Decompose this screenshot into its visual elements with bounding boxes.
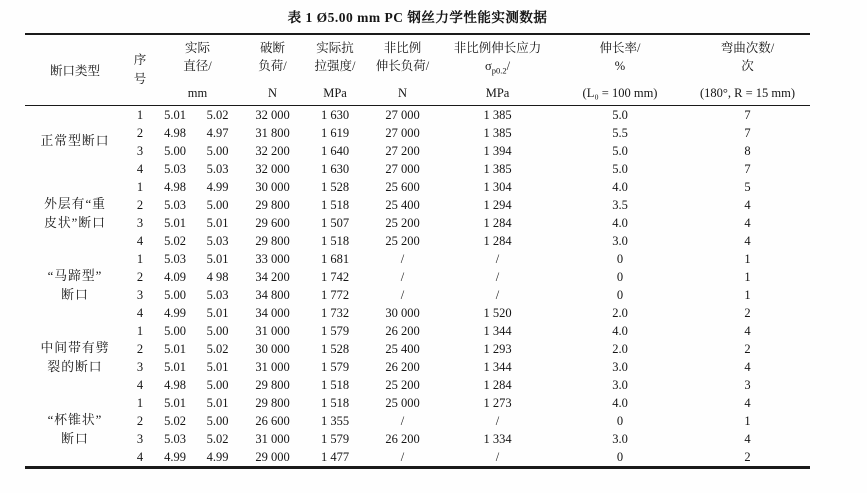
table-header bbox=[25, 34, 810, 106]
header-fracture-type-label: 断口类型 bbox=[49, 64, 100, 78]
tensile-strength-cell: 1 518 bbox=[320, 198, 350, 212]
serial-cell: 4 bbox=[136, 378, 144, 392]
diameter1-cell: 5.01 bbox=[164, 396, 186, 410]
elongation-cell: 4.0 bbox=[612, 180, 628, 194]
serial-cell: 2 bbox=[136, 414, 144, 428]
fracture-type-cell: “杯锥状” 断口 bbox=[47, 412, 103, 446]
nonprop-stress-cell: 1 284 bbox=[483, 234, 512, 248]
diameter1-cell: 5.00 bbox=[164, 324, 186, 338]
tensile-strength-cell: 1 732 bbox=[320, 306, 350, 320]
nonprop-stress-cell: 1 520 bbox=[483, 306, 512, 320]
diameter1-cell: 4.98 bbox=[164, 126, 186, 140]
header-diameter-unit: mm bbox=[187, 86, 208, 101]
tensile-strength-cell: 1 518 bbox=[320, 396, 350, 410]
tensile-strength-cell: 1 630 bbox=[320, 162, 350, 176]
table-row bbox=[25, 358, 810, 376]
elongation-cell: 4.0 bbox=[612, 396, 628, 410]
tensile-strength-cell: 1 528 bbox=[320, 180, 350, 194]
diameter1-cell: 5.00 bbox=[164, 144, 186, 158]
serial-cell: 2 bbox=[136, 198, 144, 212]
diameter1-cell: 5.02 bbox=[164, 414, 186, 428]
nonprop-stress-cell: / bbox=[495, 270, 500, 284]
header-bending-unit: (180°, R = 15 mm) bbox=[699, 86, 796, 101]
nonprop-load-cell: / bbox=[400, 414, 405, 428]
diameter2-cell: 4 98 bbox=[206, 270, 229, 284]
diameter2-cell: 5.03 bbox=[206, 288, 229, 302]
elongation-cell: 3.0 bbox=[612, 360, 628, 374]
bending-cell: 2 bbox=[744, 450, 751, 464]
diameter2-cell: 5.01 bbox=[206, 396, 229, 410]
nonprop-load-cell: 25 600 bbox=[385, 180, 420, 194]
bending-cell: 1 bbox=[744, 288, 751, 302]
tensile-strength-cell: 1 630 bbox=[320, 108, 350, 122]
bending-cell: 1 bbox=[744, 252, 751, 266]
diameter1-cell: 5.03 bbox=[164, 432, 186, 446]
header-breaking-load: 破断 负荷/ N bbox=[240, 34, 305, 106]
breaking-load-cell: 29 800 bbox=[255, 378, 290, 392]
breaking-load-cell: 34 200 bbox=[255, 270, 290, 284]
header-serial bbox=[125, 34, 155, 106]
breaking-load-cell: 31 000 bbox=[255, 432, 290, 446]
tensile-strength-cell: 1 619 bbox=[320, 126, 350, 140]
breaking-load-cell: 32 000 bbox=[255, 162, 290, 176]
table-row bbox=[25, 304, 810, 322]
elongation-cell: 2.0 bbox=[612, 306, 628, 320]
table-row bbox=[25, 196, 810, 214]
table-row bbox=[25, 106, 810, 125]
bending-cell: 1 bbox=[744, 270, 751, 284]
bending-cell: 2 bbox=[744, 342, 751, 356]
elongation-cell: 4.0 bbox=[612, 324, 628, 338]
nonprop-stress-cell: 1 334 bbox=[483, 432, 512, 446]
tensile-strength-cell: 1 518 bbox=[320, 234, 350, 248]
header-nonprop-stress-unit: MPa bbox=[485, 86, 510, 101]
diameter1-cell: 5.01 bbox=[164, 342, 186, 356]
breaking-load-cell: 34 800 bbox=[255, 288, 290, 302]
table-row bbox=[25, 322, 810, 340]
table-row bbox=[25, 430, 810, 448]
breaking-load-cell: 30 000 bbox=[255, 342, 290, 356]
nonprop-load-cell: / bbox=[400, 288, 405, 302]
nonprop-load-cell: 25 200 bbox=[385, 216, 420, 230]
serial-cell: 3 bbox=[136, 288, 144, 302]
diameter2-cell: 5.00 bbox=[206, 144, 229, 158]
diameter1-cell: 4.99 bbox=[164, 450, 186, 464]
serial-cell: 1 bbox=[136, 252, 144, 266]
bending-cell: 5 bbox=[744, 180, 751, 194]
nonprop-stress-cell: 1 273 bbox=[483, 396, 512, 410]
bending-cell: 8 bbox=[744, 144, 751, 158]
nonprop-load-cell: 25 200 bbox=[385, 234, 420, 248]
tensile-strength-cell: 1 579 bbox=[320, 432, 350, 446]
diameter2-cell: 5.02 bbox=[206, 108, 229, 122]
fracture-type-cell: “马蹄型” 断口 bbox=[47, 268, 103, 302]
elongation-cell: 0 bbox=[616, 288, 624, 302]
elongation-cell: 5.5 bbox=[612, 126, 628, 140]
serial-cell: 4 bbox=[136, 306, 144, 320]
elongation-cell: 3.0 bbox=[612, 378, 628, 392]
diameter2-cell: 5.01 bbox=[206, 360, 229, 374]
diameter1-cell: 5.00 bbox=[164, 288, 186, 302]
tensile-strength-cell: 1 742 bbox=[320, 270, 350, 284]
nonprop-load-cell: 26 200 bbox=[385, 432, 420, 446]
diameter2-cell: 5.00 bbox=[206, 378, 229, 392]
nonprop-load-cell: / bbox=[400, 252, 405, 266]
breaking-load-cell: 31 000 bbox=[255, 360, 290, 374]
breaking-load-cell: 29 600 bbox=[255, 216, 290, 230]
diameter1-cell: 5.03 bbox=[164, 198, 186, 212]
header-fracture-type bbox=[25, 34, 125, 106]
breaking-load-cell: 32 000 bbox=[255, 108, 290, 122]
diameter2-cell: 4.99 bbox=[206, 180, 229, 194]
table-row bbox=[25, 376, 810, 394]
elongation-cell: 4.0 bbox=[612, 216, 628, 230]
header-nonprop-load-unit: N bbox=[398, 86, 408, 101]
table-row bbox=[25, 160, 810, 178]
tensile-strength-cell: 1 355 bbox=[320, 414, 350, 428]
elongation-cell: 3.0 bbox=[612, 234, 628, 248]
diameter1-cell: 5.01 bbox=[164, 108, 186, 122]
table-row bbox=[25, 412, 810, 430]
table-row bbox=[25, 124, 810, 142]
serial-cell: 4 bbox=[136, 450, 144, 464]
mechanical-properties-table bbox=[25, 33, 810, 469]
breaking-load-cell: 31 800 bbox=[255, 126, 290, 140]
nonprop-stress-cell: / bbox=[495, 252, 500, 266]
diameter1-cell: 5.01 bbox=[164, 216, 186, 230]
bending-cell: 4 bbox=[744, 216, 751, 230]
nonprop-stress-cell: 1 344 bbox=[483, 360, 512, 374]
header-breaking-load-unit: N bbox=[268, 86, 278, 101]
nonprop-load-cell: 25 400 bbox=[385, 342, 420, 356]
nonprop-stress-cell: / bbox=[495, 414, 500, 428]
bending-cell: 4 bbox=[744, 198, 751, 212]
breaking-load-cell: 34 000 bbox=[255, 306, 290, 320]
header-elongation: 伸长率/ % (L₀ = 100 mm) bbox=[555, 34, 685, 106]
bending-cell: 4 bbox=[744, 432, 751, 446]
diameter1-cell: 5.02 bbox=[164, 234, 186, 248]
breaking-load-cell: 33 000 bbox=[255, 252, 290, 266]
tensile-strength-cell: 1 477 bbox=[320, 450, 350, 464]
tensile-strength-cell: 1 579 bbox=[320, 324, 350, 338]
nonprop-stress-cell: 1 385 bbox=[483, 162, 512, 176]
diameter2-cell: 5.03 bbox=[206, 234, 229, 248]
elongation-cell: 3.5 bbox=[612, 198, 628, 212]
serial-cell: 4 bbox=[136, 162, 144, 176]
bending-cell: 1 bbox=[744, 414, 751, 428]
table-title: 表 1 Ø5.00 mm PC 钢丝力学性能实测数据 bbox=[287, 10, 548, 25]
serial-cell: 1 bbox=[136, 108, 144, 122]
nonprop-stress-cell: 1 284 bbox=[483, 216, 512, 230]
header-tensile-strength: 实际抗 拉强度/ MPa bbox=[305, 34, 365, 106]
header-nonprop-stress: 非比例伸长应力 $\sigma_{p0.2}/$ MPa bbox=[440, 34, 555, 106]
nonprop-load-cell: / bbox=[400, 270, 405, 284]
nonprop-load-cell: 26 200 bbox=[385, 324, 420, 338]
nonprop-load-cell: 27 000 bbox=[385, 162, 420, 176]
nonprop-load-cell: 25 200 bbox=[385, 378, 420, 392]
table-row bbox=[25, 268, 810, 286]
breaking-load-cell: 31 000 bbox=[255, 324, 290, 338]
serial-cell: 3 bbox=[136, 216, 144, 230]
nonprop-load-cell: 27 200 bbox=[385, 144, 420, 158]
tensile-strength-cell: 1 507 bbox=[320, 216, 350, 230]
nonprop-stress-cell: 1 304 bbox=[483, 180, 512, 194]
table-row bbox=[25, 448, 810, 468]
nonprop-stress-cell: 1 394 bbox=[483, 144, 512, 158]
diameter2-cell: 5.00 bbox=[206, 414, 229, 428]
tensile-strength-cell: 1 640 bbox=[320, 144, 350, 158]
serial-cell: 2 bbox=[136, 342, 144, 356]
nonprop-stress-cell: 1 284 bbox=[483, 378, 512, 392]
tensile-strength-cell: 1 579 bbox=[320, 360, 350, 374]
serial-cell: 2 bbox=[136, 270, 144, 284]
diameter1-cell: 4.98 bbox=[164, 180, 186, 194]
serial-cell: 3 bbox=[136, 360, 144, 374]
diameter2-cell: 5.01 bbox=[206, 216, 229, 230]
serial-cell: 1 bbox=[136, 324, 144, 338]
bending-cell: 7 bbox=[744, 162, 751, 176]
table-body bbox=[25, 106, 810, 468]
nonprop-stress-cell: 1 344 bbox=[483, 324, 512, 338]
header-bending: 弯曲次数/ 次 (180°, R = 15 mm) bbox=[685, 34, 810, 106]
table-row bbox=[25, 250, 810, 268]
diameter2-cell: 5.01 bbox=[206, 252, 229, 266]
serial-cell: 4 bbox=[136, 234, 144, 248]
bending-cell: 2 bbox=[744, 306, 751, 320]
nonprop-stress-cell: / bbox=[495, 288, 500, 302]
diameter2-cell: 5.00 bbox=[206, 324, 229, 338]
elongation-cell: 5.0 bbox=[612, 108, 628, 122]
header-elongation-unit: (L₀ = 100 mm) bbox=[582, 86, 658, 101]
nonprop-load-cell: 26 200 bbox=[385, 360, 420, 374]
header-nonprop-load: 非比例 伸长负荷/ N bbox=[365, 34, 440, 106]
fracture-type-cell: 外层有“重 皮状”断口 bbox=[44, 196, 106, 230]
bending-cell: 7 bbox=[744, 108, 751, 122]
bending-cell: 4 bbox=[744, 360, 751, 374]
elongation-cell: 2.0 bbox=[612, 342, 628, 356]
table-row bbox=[25, 394, 810, 412]
nonprop-stress-cell: 1 385 bbox=[483, 108, 512, 122]
bending-cell: 4 bbox=[744, 396, 751, 410]
bending-cell: 4 bbox=[744, 324, 751, 338]
elongation-cell: 3.0 bbox=[612, 432, 628, 446]
nonprop-load-cell: 30 000 bbox=[385, 306, 420, 320]
diameter1-cell: 5.03 bbox=[164, 162, 186, 176]
breaking-load-cell: 29 800 bbox=[255, 396, 290, 410]
nonprop-load-cell: 25 000 bbox=[385, 396, 420, 410]
diameter2-cell: 5.00 bbox=[206, 198, 229, 212]
diameter2-cell: 5.02 bbox=[206, 342, 229, 356]
header-tensile-strength-unit: MPa bbox=[323, 86, 347, 101]
elongation-cell: 5.0 bbox=[612, 162, 628, 176]
diameter1-cell: 4.99 bbox=[164, 306, 186, 320]
bending-cell: 7 bbox=[744, 126, 751, 140]
breaking-load-cell: 29 000 bbox=[255, 450, 290, 464]
fracture-type-cell: 中间带有劈 裂的断口 bbox=[40, 340, 110, 374]
elongation-cell: 0 bbox=[616, 270, 624, 284]
fracture-type-cell: 正常型断口 bbox=[40, 134, 110, 149]
breaking-load-cell: 29 800 bbox=[255, 234, 290, 248]
breaking-load-cell: 30 000 bbox=[255, 180, 290, 194]
tensile-strength-cell: 1 518 bbox=[320, 378, 350, 392]
diameter2-cell: 5.01 bbox=[206, 306, 229, 320]
elongation-cell: 5.0 bbox=[612, 144, 628, 158]
nonprop-load-cell: 27 000 bbox=[385, 126, 420, 140]
nonprop-stress-cell: 1 293 bbox=[483, 342, 512, 356]
bending-cell: 3 bbox=[744, 378, 751, 392]
diameter1-cell: 5.03 bbox=[164, 252, 186, 266]
tensile-strength-cell: 1 681 bbox=[320, 252, 350, 266]
header-diameter: 实际 直径/ mm bbox=[155, 34, 240, 106]
serial-cell: 1 bbox=[136, 396, 144, 410]
serial-cell: 3 bbox=[136, 432, 144, 446]
nonprop-stress-cell: 1 385 bbox=[483, 126, 512, 140]
diameter1-cell: 5.01 bbox=[164, 360, 186, 374]
bending-cell: 4 bbox=[744, 234, 751, 248]
serial-cell: 2 bbox=[136, 126, 144, 140]
nonprop-stress-cell: / bbox=[495, 450, 500, 464]
diameter2-cell: 4.97 bbox=[206, 126, 229, 140]
table-row bbox=[25, 178, 810, 196]
nonprop-load-cell: / bbox=[400, 450, 405, 464]
serial-cell: 1 bbox=[136, 180, 144, 194]
breaking-load-cell: 26 600 bbox=[255, 414, 290, 428]
serial-cell: 3 bbox=[136, 144, 144, 158]
breaking-load-cell: 29 800 bbox=[255, 198, 290, 212]
diameter2-cell: 5.02 bbox=[206, 432, 229, 446]
elongation-cell: 0 bbox=[616, 414, 624, 428]
diameter1-cell: 4.09 bbox=[164, 270, 186, 284]
elongation-cell: 0 bbox=[616, 450, 624, 464]
table-row bbox=[25, 214, 810, 232]
tensile-strength-cell: 1 772 bbox=[320, 288, 350, 302]
table-row bbox=[25, 286, 810, 304]
nonprop-load-cell: 27 000 bbox=[385, 108, 420, 122]
tensile-strength-cell: 1 528 bbox=[320, 342, 350, 356]
sigma-p02-symbol: $\sigma_{p0.2}/$ bbox=[484, 59, 511, 76]
diameter1-cell: 4.98 bbox=[164, 378, 186, 392]
breaking-load-cell: 32 200 bbox=[255, 144, 290, 158]
nonprop-stress-cell: 1 294 bbox=[483, 198, 512, 212]
table-row bbox=[25, 142, 810, 160]
nonprop-load-cell: 25 400 bbox=[385, 198, 420, 212]
diameter2-cell: 5.03 bbox=[206, 162, 229, 176]
elongation-cell: 0 bbox=[616, 252, 624, 266]
table-row bbox=[25, 232, 810, 250]
header-serial-label: 序号 bbox=[133, 53, 147, 86]
diameter2-cell: 4.99 bbox=[206, 450, 229, 464]
table-row bbox=[25, 340, 810, 358]
